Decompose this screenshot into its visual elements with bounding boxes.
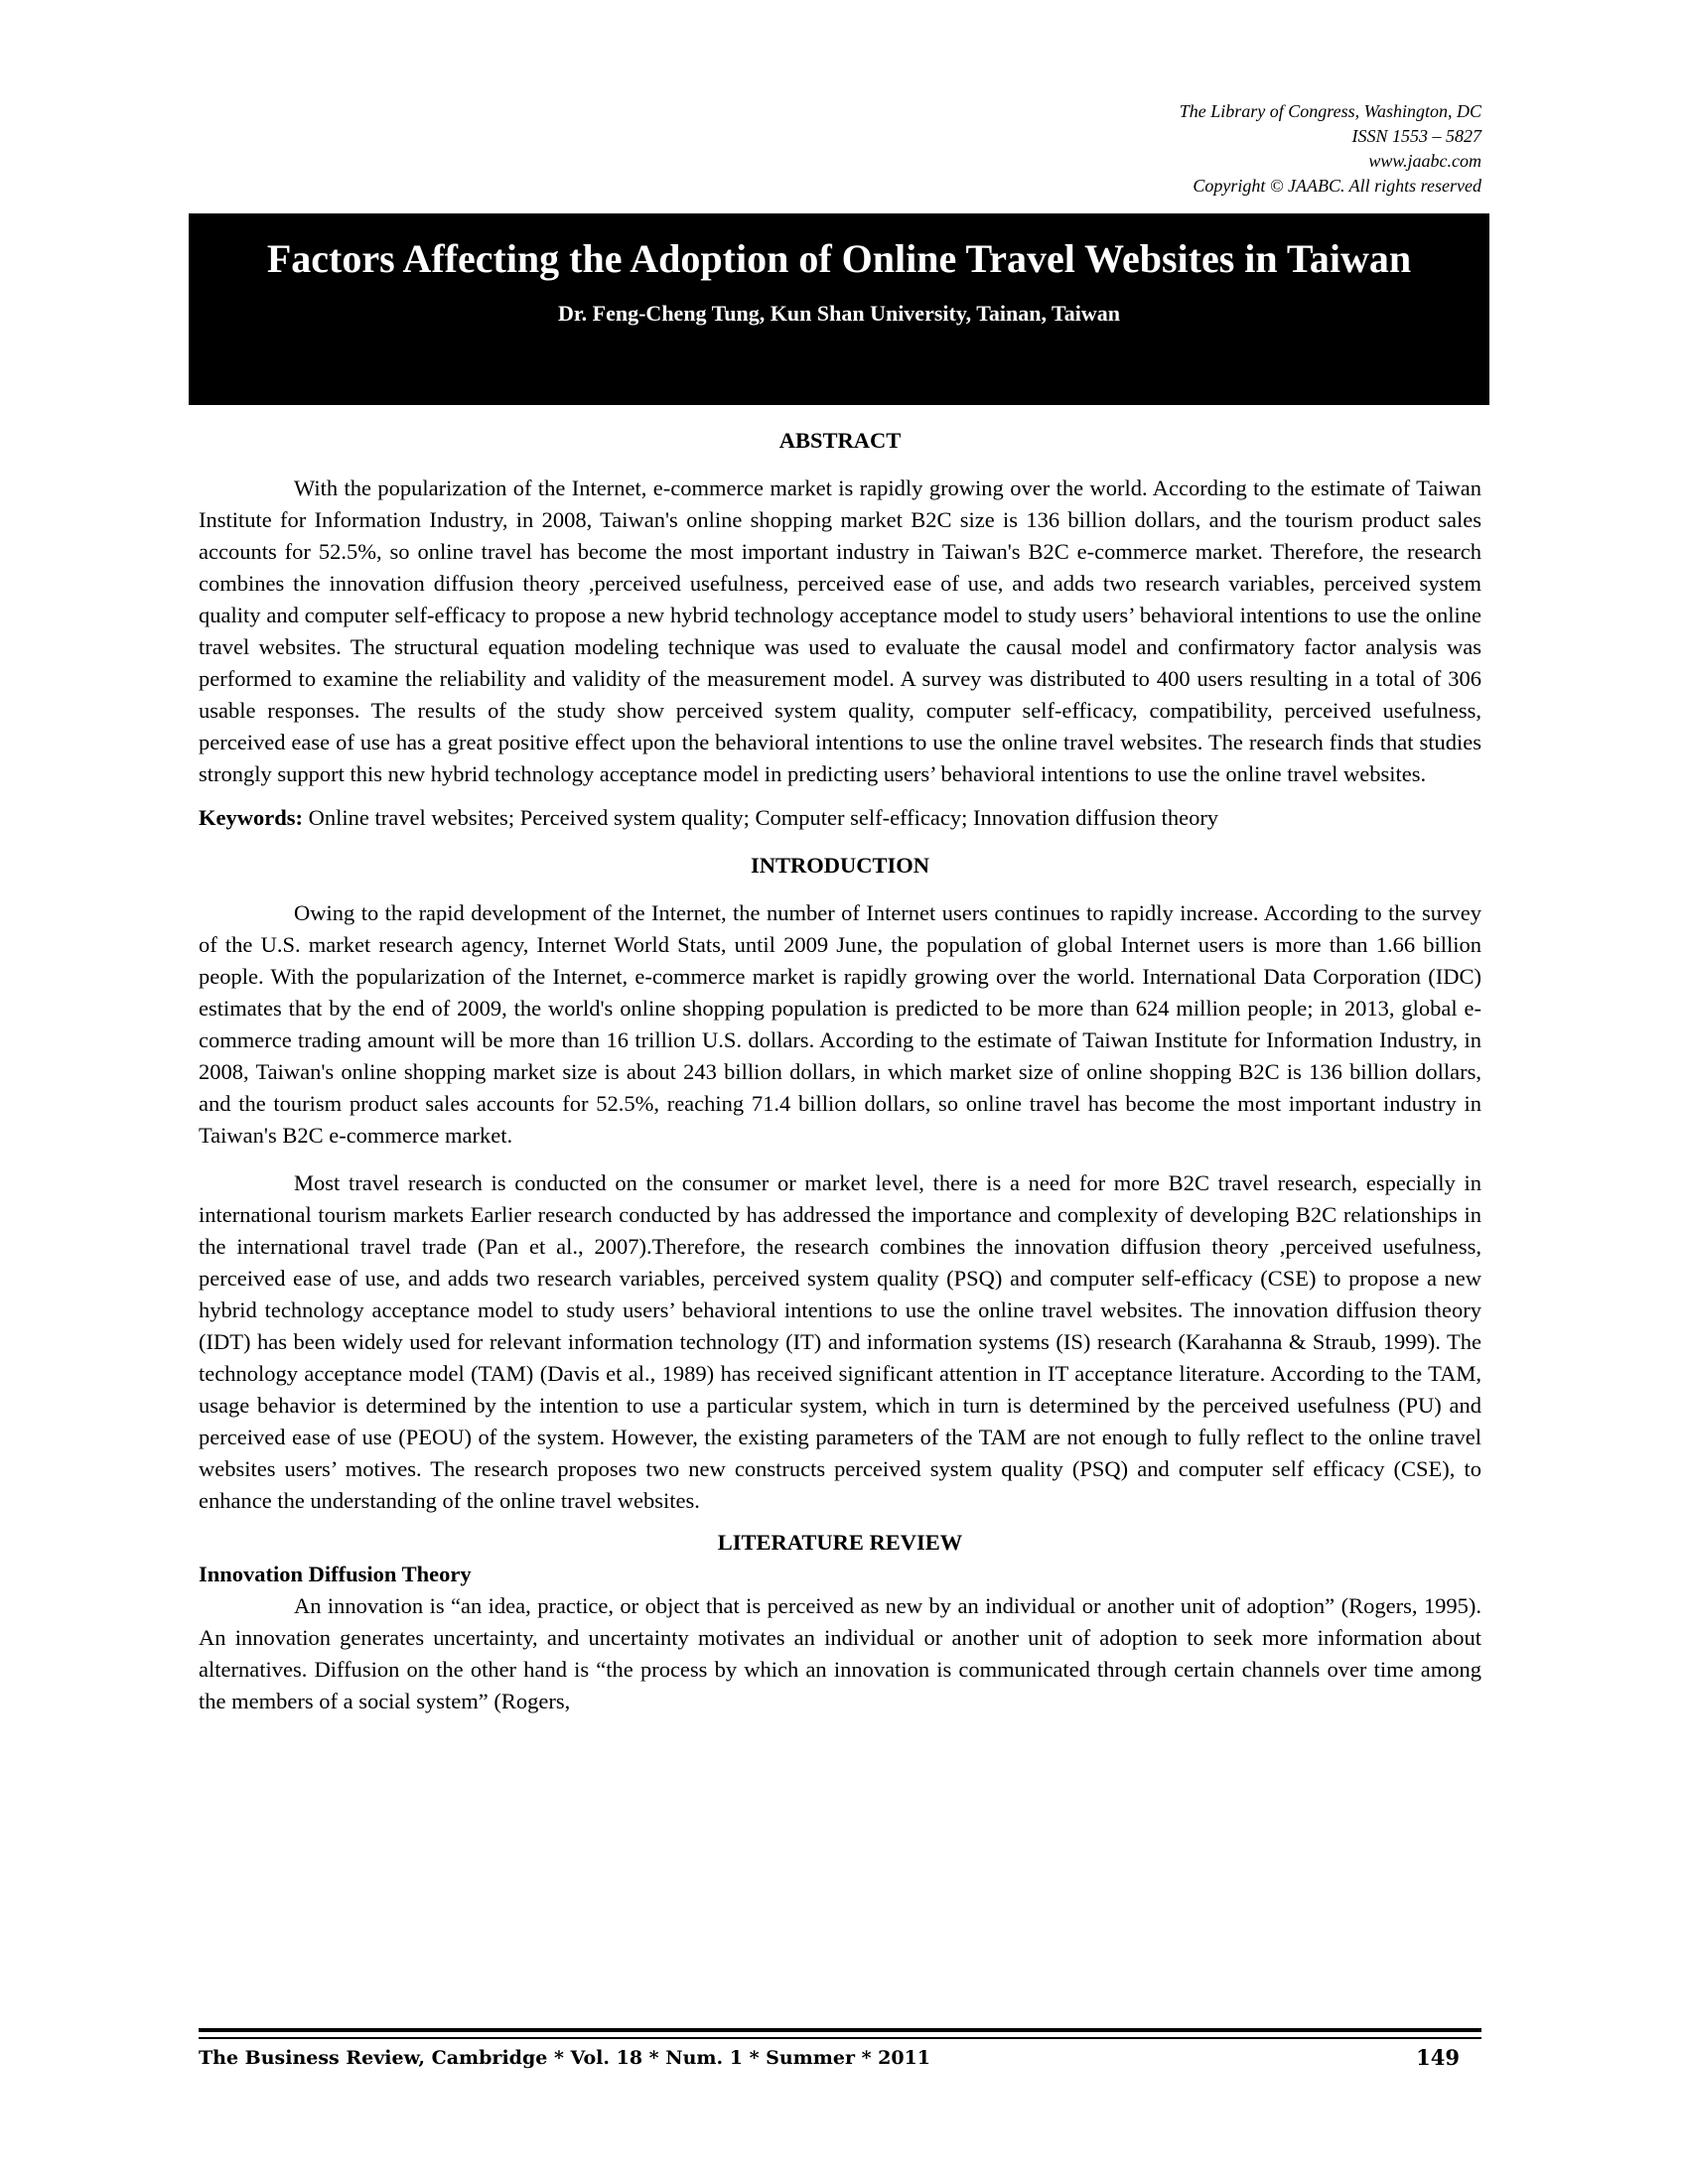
literature-review-paragraph-1: An innovation is “an idea, practice, or object that is perceived as new by an individual or another unit of adoption” (Rogers, 1995). An innovation generates uncertainty, and uncertainty motivates an individual or another unit of adoption to seek more information about alternatives. Diffusion on the other hand is “the process by which an innovation is communicated through certain channels over time among the members of a social system” (Rogers, <box>199 1593 1481 1713</box>
keywords-line <box>199 802 1481 834</box>
paper-author: Dr. Feng-Cheng Tung, Kun Shan University, Tainan, Taiwan <box>558 301 1120 326</box>
footer-rule-thin <box>199 2037 1481 2039</box>
introduction-paragraph-2: Most travel research is conducted on the consumer or market level, there is a need for more B2C travel research, especially in international tourism markets Earlier research conducted by has addressed the importance and complexity of developing B2C relationships in the international travel trade (Pan et al., 2007).Therefore, the research combines the innovation diffusion theory ,perceived usefulness, perceived ease of use, and adds two research variables, perceived system quality (PSQ) and computer self-efficacy (CSE) to propose a new hybrid technology acceptance model to study users’ behavioral intentions to use the online travel websites. The innovation diffusion theory (IDT) has been widely used for relevant information technology (IT) and information systems (IS) research (Karahanna & Straub, 1999). The technology acceptance model (TAM) (Davis et al., 1989) has received significant attention in IT acceptance literature. According to the TAM, usage behavior is determined by the intention to use a particular system, which in turn is determined by the perceived usefulness (PU) and perceived ease of use (PEOU) of the system. However, the existing parameters of the TAM are not enough to fully reflect to the online travel websites users’ motives. The research proposes two new constructs perceived system quality (PSQ) and computer self efficacy (CSE), to enhance the understanding of the online travel websites. <box>199 1170 1481 1513</box>
paper-title: Factors Affecting the Adoption of Online Travel Websites in Taiwan <box>266 236 1412 281</box>
footer-journal-citation: The Business Review, Cambridge * Vol. 18 * Num. 1 * Summer * 2011 <box>199 2047 931 2069</box>
header-copyright-line: Copyright © JAABC. All rights reserved <box>1193 176 1481 196</box>
keywords-text: Online travel websites; Perceived system quality; Computer self-efficacy; Innovation diffusion theory <box>303 805 1219 830</box>
page-number: 149 <box>1416 2045 1460 2070</box>
journal-header <box>1180 99 1481 199</box>
title-banner <box>189 213 1489 405</box>
paper-body <box>199 425 1481 1717</box>
footer-rule-thick <box>199 2028 1481 2032</box>
abstract-text: With the popularization of the Internet, e-commerce market is rapidly growing over the world. According to the estimate of Taiwan Institute for Information Industry, in 2008, Taiwan's online shopping market B2C size is 136 billion dollars, and the tourism product sales accounts for 52.5%, so online travel has become the most important industry in Taiwan's B2C e-commerce market. Therefore, the research combines the innovation diffusion theory ,perceived usefulness, perceived ease of use, and adds two research variables, perceived system quality and computer self-efficacy to propose a new hybrid technology acceptance model to study users’ behavioral intentions to use the online travel websites. The structural equation modeling technique was used to evaluate the causal model and confirmatory factor analysis was performed to examine the reliability and validity of the measurement model. A survey was distributed to 400 users resulting in a total of 306 usable responses. The results of the study show perceived system quality, computer self-efficacy, compatibility, perceived usefulness, perceived ease of use has a great positive effect upon the behavioral intentions to use the online travel websites. The research finds that studies strongly support this new hybrid technology acceptance model in predicting users’ behavioral intentions to use the online travel websites. <box>199 476 1481 786</box>
header-issn-line: ISSN 1553 – 5827 <box>1351 126 1481 146</box>
literature-review-heading: LITERATURE REVIEW <box>717 1530 963 1555</box>
innovation-diffusion-subheading: Innovation Diffusion Theory <box>199 1562 472 1586</box>
header-library-line: The Library of Congress, Washington, DC <box>1179 101 1481 121</box>
introduction-paragraph-1: Owing to the rapid development of the Internet, the number of Internet users continues to rapidly increase. According to the survey of the U.S. market research agency, Internet World Stats, until 2009 June, the population of global Internet users is more than 1.66 billion people. With the popularization of the Internet, e-commerce market is rapidly growing over the world. International Data Corporation (IDC) estimates that by the end of 2009, the world's online shopping population is predicted to be more than 624 million people; in 2013, global e-commerce trading amount will be more than 16 trillion U.S. dollars. According to the estimate of Taiwan Institute for Information Industry, in 2008, Taiwan's online shopping market size is about 243 billion dollars, in which market size of online shopping B2C is 136 billion dollars, and the tourism product sales accounts for 52.5%, reaching 71.4 billion dollars, so online travel has become the most important industry in Taiwan's B2C e-commerce market. <box>199 900 1481 1148</box>
keywords-label: Keywords: <box>199 805 303 830</box>
introduction-heading: INTRODUCTION <box>750 853 930 878</box>
header-website-line: www.jaabc.com <box>1368 151 1481 171</box>
paragraph-gap <box>199 1152 1481 1167</box>
abstract-heading: ABSTRACT <box>778 428 902 453</box>
